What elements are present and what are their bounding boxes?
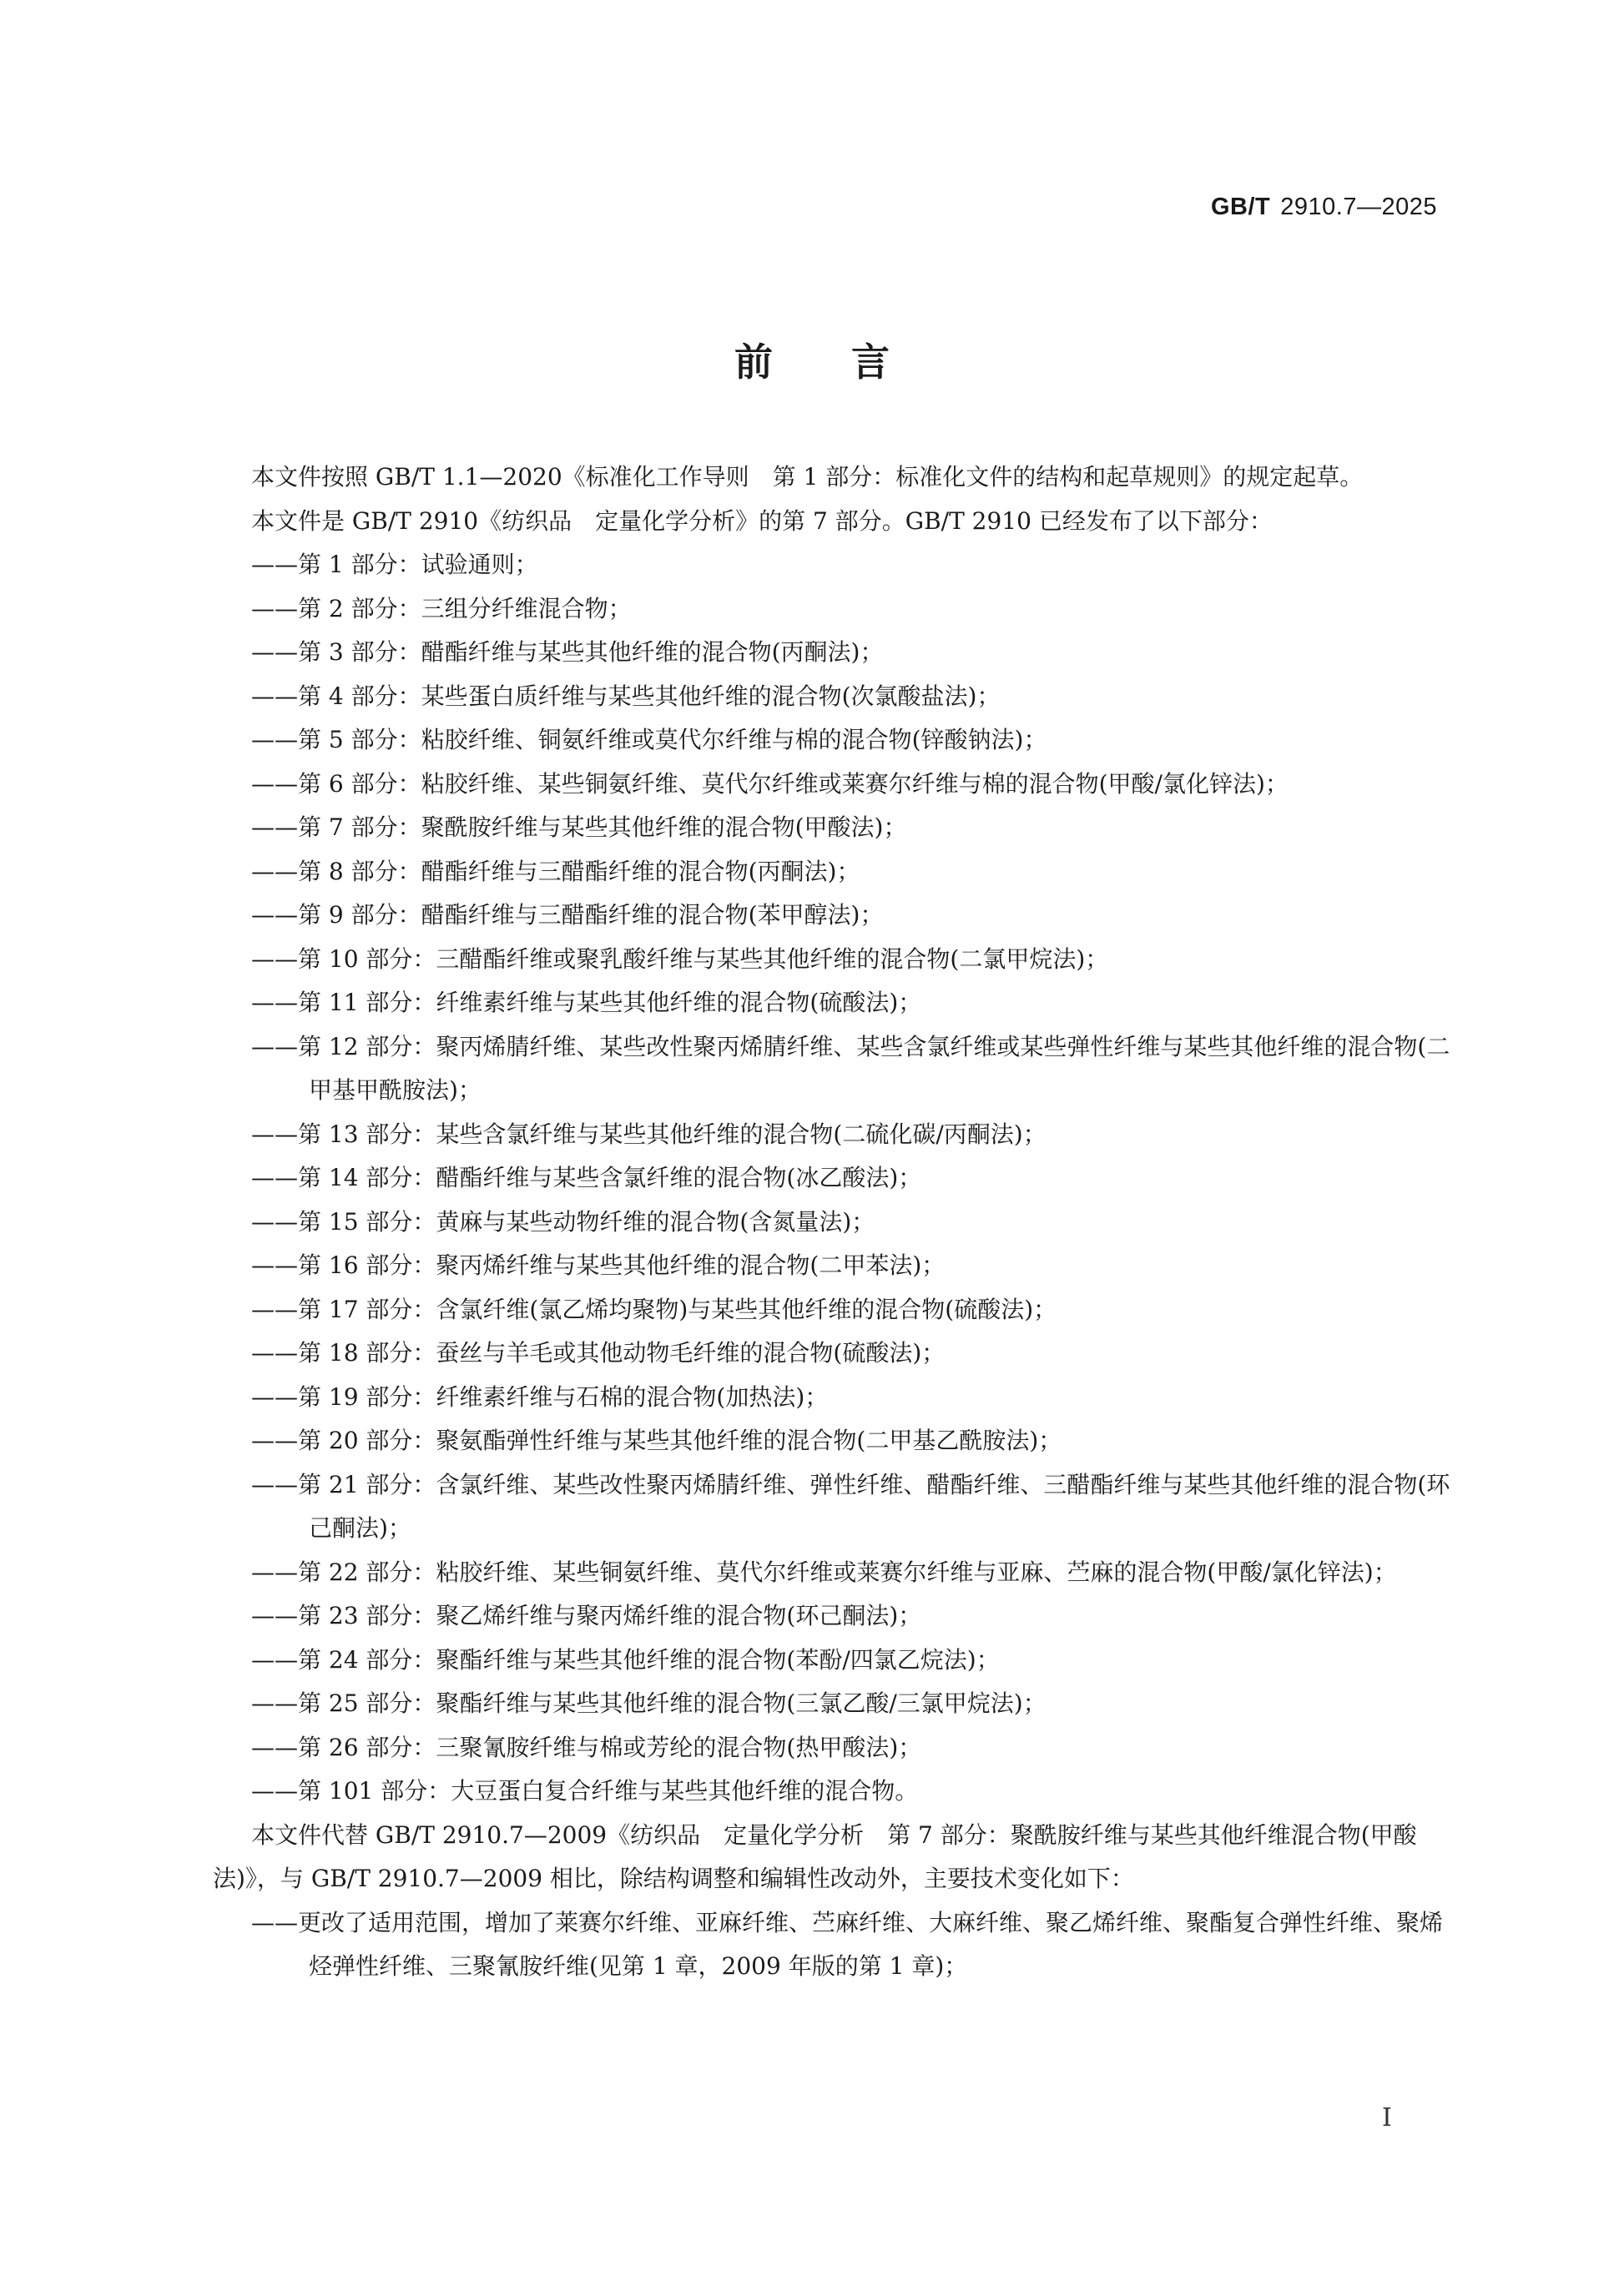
list-item: ——第 10 部分：三醋酯纤维或聚乳酸纤维与某些其他纤维的混合物(二氯甲烷法)； — [251, 944, 1109, 973]
list-item: ——第 2 部分：三组分纤维混合物； — [251, 594, 632, 622]
list-item: ——第 26 部分：三聚氰胺纤维与棉或芳纶的混合物(热甲酸法)； — [251, 1733, 922, 1761]
standard-prefix: GB/T — [1211, 194, 1271, 220]
list-item: ——第 17 部分：含氯纤维(氯乙烯均聚物)与某些其他纤维的混合物(硫酸法)； — [251, 1295, 1057, 1323]
list-item: ——第 21 部分：含氯纤维、某些改性聚丙烯腈纤维、弹性纤维、醋酯纤维、三醋酯纤维与某些其他纤维的混合物(环己酮法)； — [251, 1470, 1450, 1542]
list-item: ——第 13 部分：某些含氯纤维与某些其他纤维的混合物(二硫化碳/丙酮法)； — [251, 1120, 1047, 1148]
list-item: ——第 3 部分：醋酯纤维与某些其他纤维的混合物(丙酮法)； — [251, 638, 884, 666]
list-item: ——第 25 部分：聚酯纤维与某些其他纤维的混合物(三氯乙酸/三氯甲烷法)； — [251, 1689, 1047, 1717]
replacement-paragraph: 本文件代替 GB/T 2910.7—2009《纺织品 定量化学分析 第 7 部分：聚酰胺纤维与某些其他纤维混合物(甲酸法)》，与 GB/T 2910.7—2009 相比，除结构调整和编辑性改动外，主要技术变化如下： — [213, 1820, 1417, 1892]
list-item: ——第 14 部分：醋酯纤维与某些含氯纤维的混合物(冰乙酸法)； — [251, 1164, 922, 1191]
list-item: ——第 18 部分：蚕丝与羊毛或其他动物毛纤维的混合物(硫酸法)； — [251, 1339, 946, 1367]
list-item: ——第 15 部分：黄麻与某些动物纤维的混合物(含氮量法)； — [251, 1207, 875, 1236]
document-body — [213, 456, 1452, 1989]
list-item: ——第 101 部分：大豆蛋白复合纤维与某些其他纤维的混合物。 — [251, 1777, 919, 1805]
page-title: 前言 — [734, 340, 968, 385]
series-paragraph: 本文件是 GB/T 2910《纺织品 定量化学分析》的第 7 部分。GB/T 2910 已经发布了以下部分： — [251, 506, 1273, 535]
list-item: ——第 6 部分：粘胶纤维、某些铜氨纤维、莫代尔纤维或莱赛尔纤维与棉的混合物(甲酸/氯化锌法)； — [251, 769, 1289, 798]
list-item: ——第 5 部分：粘胶纤维、铜氨纤维或莫代尔纤维与棉的混合物(锌酸钠法)； — [251, 726, 1047, 753]
list-item: ——第 19 部分：纤维素纤维与石棉的混合物(加热法)； — [251, 1382, 829, 1411]
change-item: ——更改了适用范围，增加了莱赛尔纤维、亚麻纤维、苎麻纤维、大麻纤维、聚乙烯纤维、聚酯复合弹性纤维、聚烯烃弹性纤维、三聚氰胺纤维(见第 1 章，2009 年版的第 1 章)； — [251, 1908, 1444, 1980]
list-item: ——第 23 部分：聚乙烯纤维与聚丙烯纤维的混合物(环己酮法)； — [251, 1602, 922, 1629]
list-item: ——第 22 部分：粘胶纤维、某些铜氨纤维、莫代尔纤维或莱赛尔纤维与亚麻、苎麻的混合物(甲酸/氯化锌法)； — [251, 1558, 1397, 1586]
intro-paragraph: 本文件按照 GB/T 1.1—2020《标准化工作导则 第 1 部分：标准化文件的结构和起草规则》的规定起草。 — [251, 463, 1364, 491]
standard-number: 2910.7—2025 — [1280, 194, 1437, 220]
list-item: ——第 7 部分：聚酰胺纤维与某些其他纤维的混合物(甲酸法)； — [251, 813, 907, 841]
list-item: ——第 20 部分：聚氨酯弹性纤维与某些其他纤维的混合物(二甲基乙酰胺法)； — [251, 1427, 1062, 1454]
list-item: ——第 8 部分：醋酯纤维与三醋酯纤维的混合物(丙酮法)； — [251, 857, 860, 885]
list-item: ——第 24 部分：聚酯纤维与某些其他纤维的混合物(苯酚/四氯乙烷法)； — [251, 1645, 1000, 1674]
page-number: I — [1382, 2103, 1392, 2132]
list-item: ——第 9 部分：醋酯纤维与三醋酯纤维的混合物(苯甲醇法)； — [251, 901, 884, 929]
list-item: ——第 16 部分：聚丙烯纤维与某些其他纤维的混合物(二甲苯法)； — [251, 1251, 946, 1279]
list-item: ——第 4 部分：某些蛋白质纤维与某些其他纤维的混合物(次氯酸盐法)； — [251, 682, 1001, 710]
list-item: ——第 11 部分：纤维素纤维与某些其他纤维的混合物(硫酸法)； — [251, 989, 922, 1016]
parts-list — [213, 543, 1452, 1814]
document-code — [1211, 194, 1437, 221]
changes-list — [213, 1901, 1452, 1989]
list-item: ——第 12 部分：聚丙烯腈纤维、某些改性聚丙烯腈纤维、某些含氯纤维或某些弹性纤维与某些其他纤维的混合物(二甲基甲酰胺法)； — [251, 1032, 1450, 1104]
list-item: ——第 1 部分：试验通则； — [251, 551, 538, 578]
